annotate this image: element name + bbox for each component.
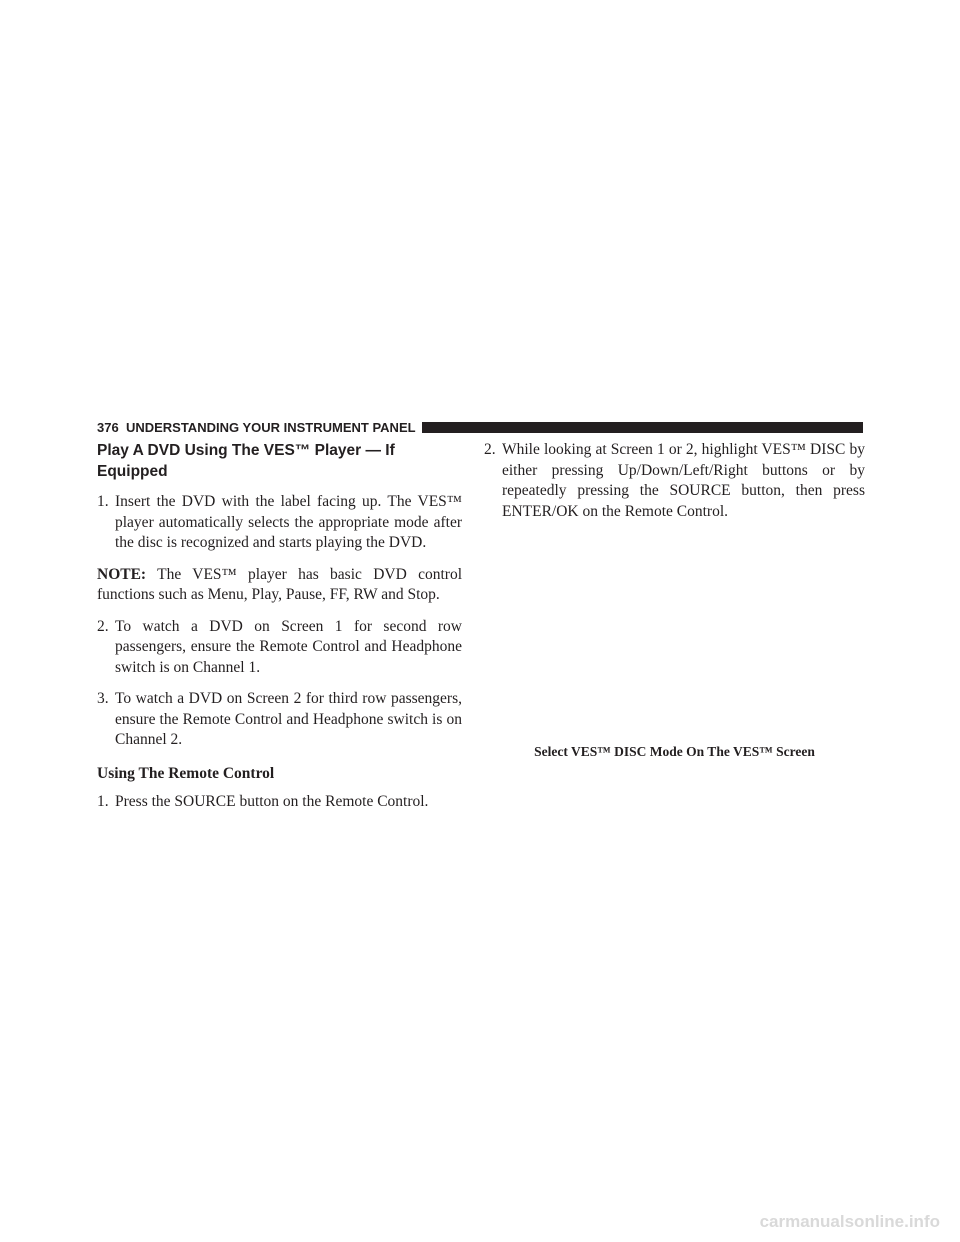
list-item — [97, 617, 462, 679]
section-heading: Play A DVD Using The VES™ Player — If Equipped — [97, 442, 395, 480]
list-item-text: Press the SOURCE button on the Remote Control. — [115, 792, 429, 810]
subsection-heading: Using The Remote Control — [97, 764, 275, 782]
list-item — [97, 492, 462, 554]
list-item-number: 3. — [97, 690, 109, 707]
list-item-number: 1. — [97, 493, 109, 510]
section-title: UNDERSTANDING YOUR INSTRUMENT PANEL — [125, 420, 416, 435]
page-header — [97, 419, 863, 436]
header-rule — [422, 422, 863, 433]
list-item-number: 1. — [97, 792, 109, 810]
right-column — [484, 440, 865, 533]
figure-image-area — [488, 560, 863, 730]
list-item-number: 2. — [484, 441, 496, 458]
note-paragraph — [97, 565, 462, 606]
list-item — [97, 689, 462, 751]
list-item-text: To watch a DVD on Screen 2 for third row passengers, ensure the Remote Control and Headphone switch is on Channel 2. — [115, 690, 462, 748]
list-item-text: While looking at Screen 1 or 2, highlight VES™ DISC by either pressing Up/Down/Left/Right buttons or by repeatedly pressing the SOURCE button, then press ENTER/OK on the Remote Control. — [502, 441, 865, 520]
list-item — [484, 440, 865, 522]
page-number: 376 — [97, 420, 119, 435]
note-label: NOTE: — [97, 565, 147, 583]
left-column — [97, 440, 462, 823]
list-item — [97, 792, 462, 813]
list-item-text: To watch a DVD on Screen 1 for second row passengers, ensure the Remote Control and Headphone switch is on Channel 1. — [115, 617, 462, 676]
list-item-text: Insert the DVD with the label facing up. The VES™ player automatically selects the appropriate mode after the disc is recognized and starts playing the DVD. — [115, 493, 462, 551]
watermark: carmanualsonline.info — [759, 1212, 940, 1231]
list-item-number: 2. — [97, 617, 109, 635]
note-text: The VES™ player has basic DVD control functions such as Menu, Play, Pause, FF, RW and Stop. — [97, 565, 462, 603]
page-header-text — [97, 420, 422, 435]
figure-caption: Select VES™ DISC Mode On The VES™ Screen — [534, 744, 815, 759]
